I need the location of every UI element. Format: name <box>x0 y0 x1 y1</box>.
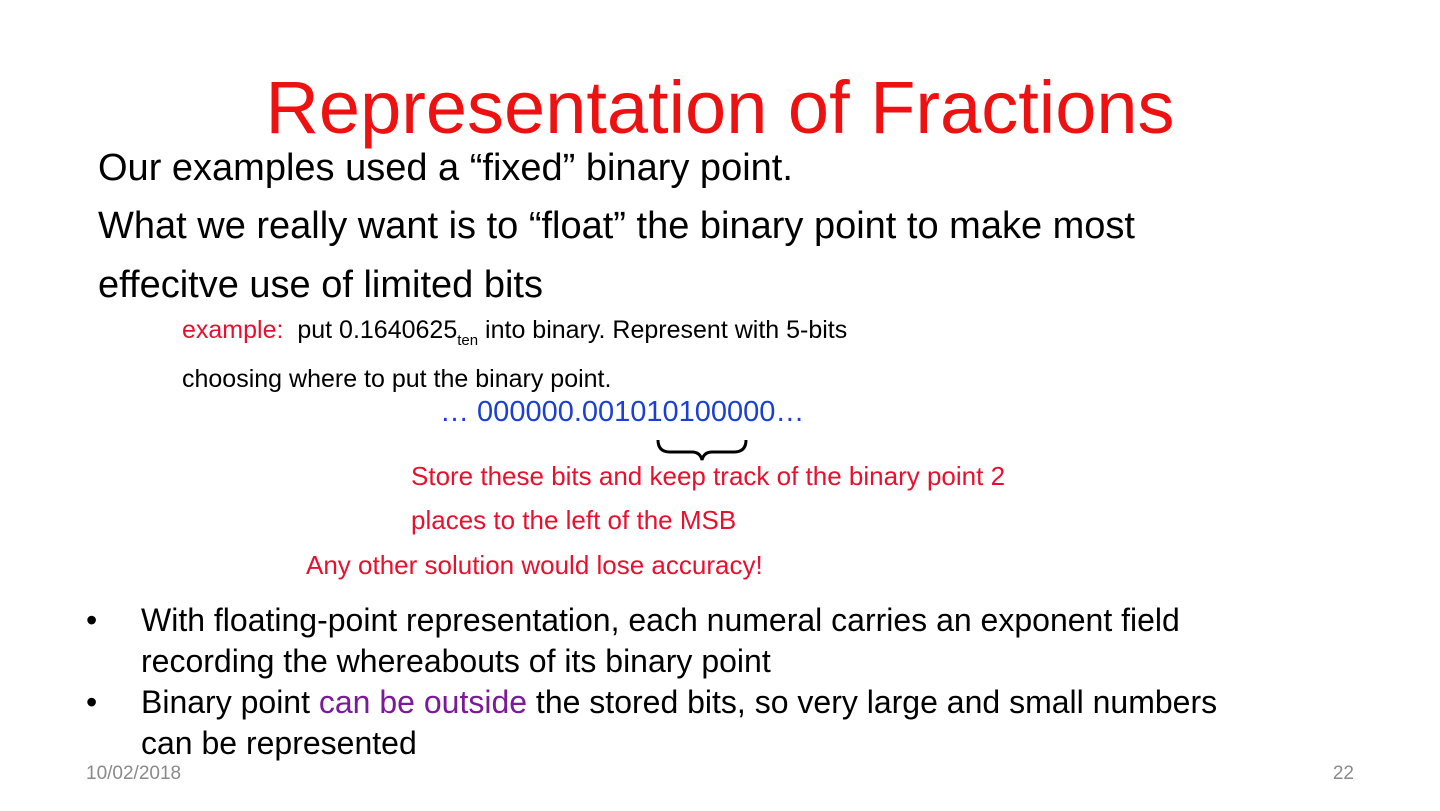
bullet-1-line-1: With floating-point representation, each numeral carries an exponent field <box>141 602 1180 638</box>
slide-title: Representation of Fractions <box>265 66 1175 149</box>
footer-date: 10/02/2018 <box>86 763 182 784</box>
example-line-2: choosing where to put the binary point. <box>182 365 612 393</box>
intro-line-2: What we really want is to “float” the binary point to make most <box>98 205 1135 247</box>
annotation-line-1: Store these bits and keep track of the binary point 2 <box>411 461 1006 491</box>
bullet-2-line-2: can be represented <box>141 725 417 761</box>
bullet-2 <box>86 682 1217 722</box>
bullet-icon: • <box>86 602 98 638</box>
footer-page-number: 22 <box>1332 763 1354 784</box>
accuracy-note: Any other solution would lose accuracy! <box>306 550 763 580</box>
bullet-2-before: Binary point <box>141 684 319 720</box>
example-line-1 <box>182 315 847 356</box>
bullet-2-after: the stored bits, so very large and small numbers <box>527 684 1218 720</box>
example-subscript: ten <box>457 332 479 349</box>
bullet-1-line-2: recording the whereabouts of its binary point <box>141 643 771 679</box>
bullet-icon: • <box>86 684 98 720</box>
bullet-1 <box>86 600 1180 640</box>
binary-string: … 000000.001010100000… <box>440 396 805 428</box>
example-text-before: put 0.1640625 <box>283 316 458 344</box>
annotation-line-2: places to the left of the MSB <box>411 505 737 535</box>
example-label: example: <box>182 316 284 344</box>
bullet-2-highlight: can be outside <box>318 684 528 720</box>
curly-brace-icon <box>652 436 750 462</box>
intro-line-3: effecitve use of limited bits <box>98 264 543 306</box>
intro-line-1: Our examples used a “fixed” binary point. <box>98 147 793 189</box>
example-text-after: into binary. Represent with 5-bits <box>478 316 848 344</box>
